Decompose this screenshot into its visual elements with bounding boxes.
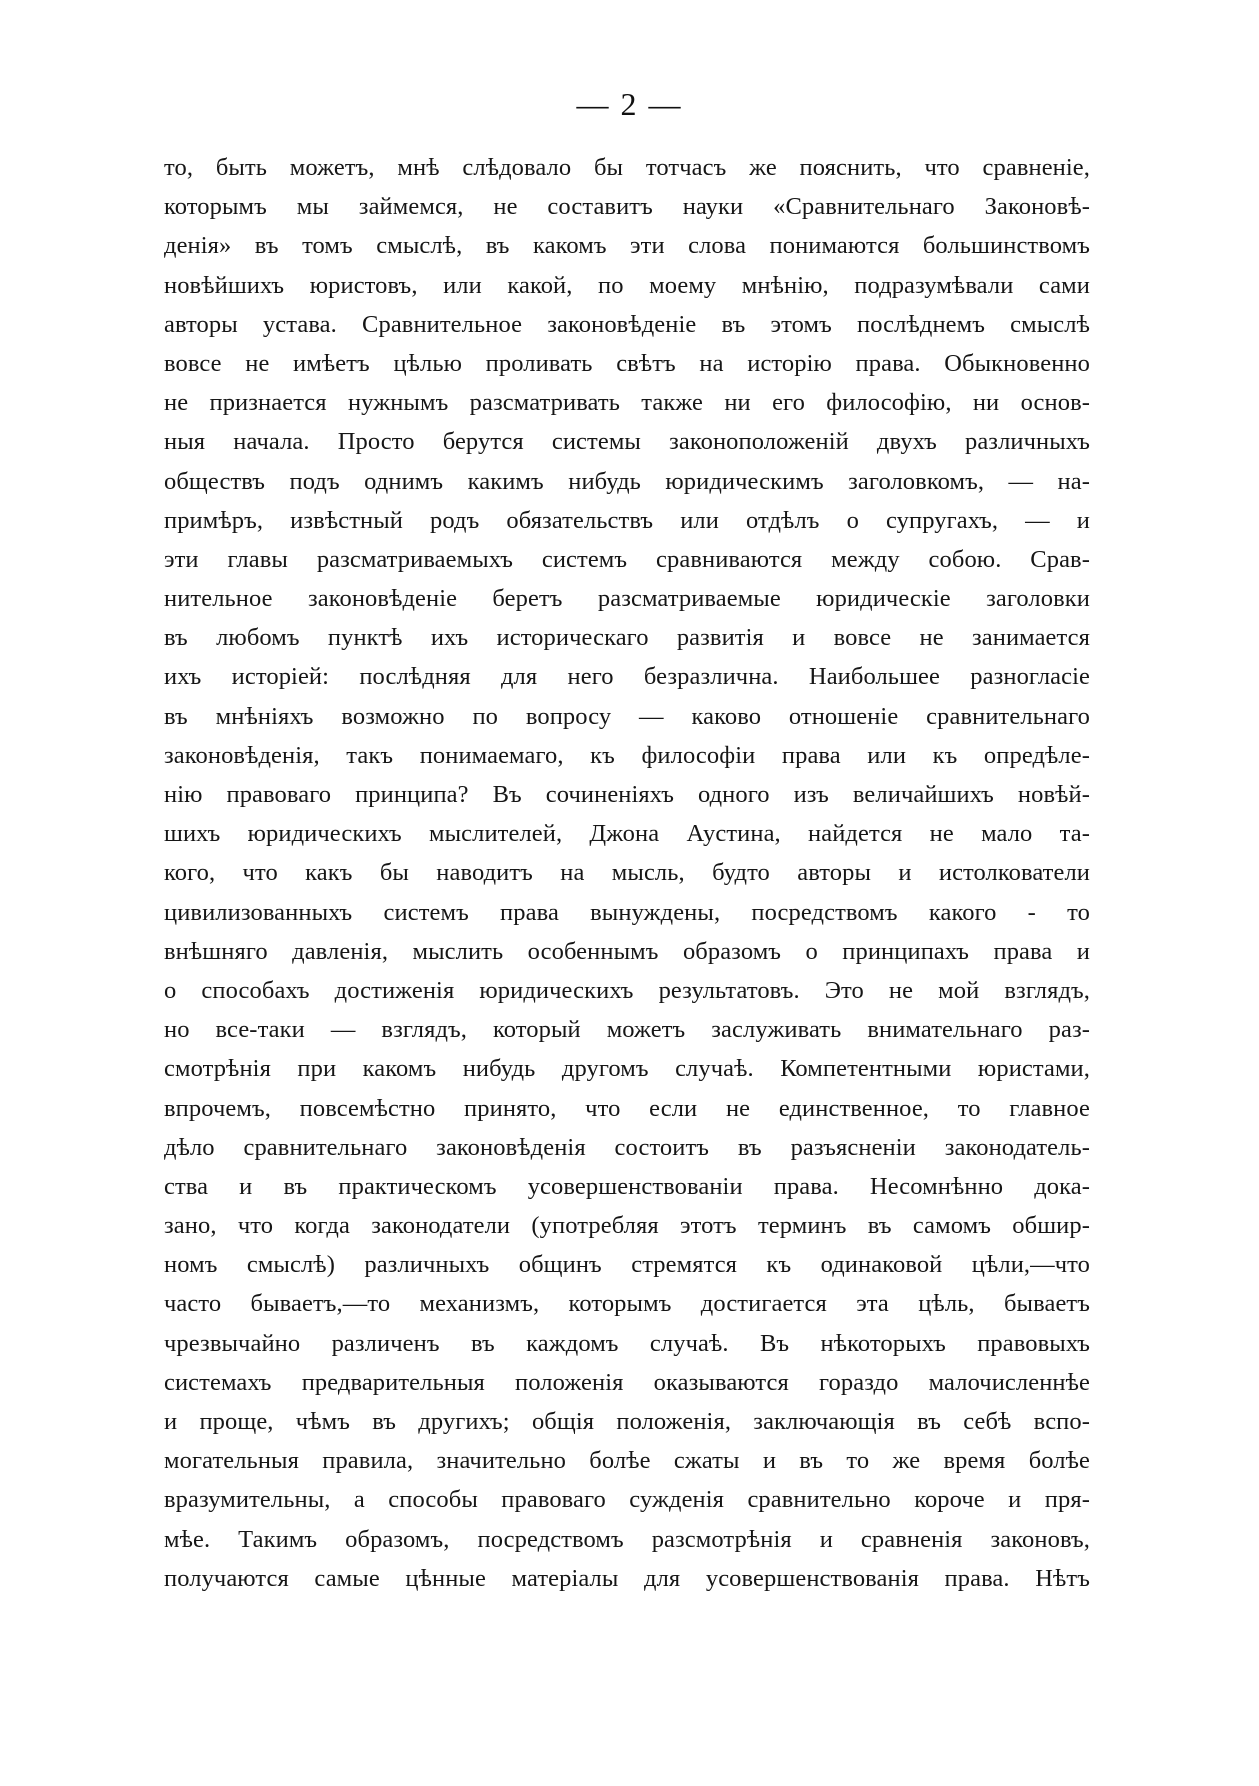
text-line: номъ смыслѣ) различныхъ общинъ стремятся къ одинаковой цѣли,—что xyxy=(164,1251,1090,1279)
text-line: системахъ предварительныя положенія оказываются гораздо малочисленнѣе xyxy=(164,1368,1090,1396)
text-line: авторы устава. Сравнительное законовѣденіе въ этомъ послѣднемъ смыслѣ xyxy=(164,310,1090,338)
text-line: часто бываетъ,—то механизмъ, которымъ достигается эта цѣль, бываетъ xyxy=(164,1290,1090,1318)
text-line: впрочемъ, повсемѣстно принято, что если не единственное, то главное xyxy=(164,1094,1090,1122)
text-line: смотрѣнія при какомъ нибудь другомъ случаѣ. Компетентными юристами, xyxy=(164,1055,1090,1083)
text-line: кого, что какъ бы наводитъ на мысль, будто авторы и истолкователи xyxy=(164,859,1090,887)
page-number: — 2 — xyxy=(576,86,683,122)
text-line: вразумительны, а способы правоваго сужденія сравнительно короче и пря- xyxy=(164,1486,1090,1514)
text-line: ства и въ практическомъ усовершенствованіи права. Несомнѣнно дока- xyxy=(164,1172,1090,1200)
body-text xyxy=(164,148,1090,1598)
text-line: чрезвычайно различенъ въ каждомъ случаѣ. Въ нѣкоторыхъ правовыхъ xyxy=(164,1329,1090,1357)
text-line: въ мнѣніяхъ возможно по вопросу — каково отношеніе сравнительнаго xyxy=(164,702,1090,730)
text-line: ихъ исторіей: послѣдняя для него безразлична. Наибольшее разногласіе xyxy=(164,663,1090,691)
text-line: обществъ подъ однимъ какимъ нибудь юридическимъ заголовкомъ, — на- xyxy=(164,467,1090,495)
text-line: цивилизованныхъ системъ права вынуждены, посредствомъ какого - то xyxy=(164,898,1090,926)
text-line: мѣе. Такимъ образомъ, посредствомъ разсмотрѣнія и сравненія законовъ, xyxy=(164,1525,1090,1553)
text-line: но все-таки — взглядъ, который можетъ заслуживать внимательнаго раз- xyxy=(164,1016,1090,1044)
text-line: могательныя правила, значительно болѣе сжаты и въ то же время болѣе xyxy=(164,1447,1090,1475)
text-line: ныя начала. Просто берутся системы законоположеній двухъ различныхъ xyxy=(164,428,1090,456)
text-line: нительное законовѣденіе беретъ разсматриваемые юридическіе заголовки xyxy=(164,585,1090,613)
text-line: эти главы разсматриваемыхъ системъ сравниваются между собою. Срав- xyxy=(164,545,1090,573)
text-line: нію правоваго принципа? Въ сочиненіяхъ одного изъ величайшихъ новѣй- xyxy=(164,781,1090,808)
text-line: денія» въ томъ смыслѣ, въ какомъ эти слова понимаются большинствомъ xyxy=(164,232,1090,260)
text-line: въ любомъ пунктѣ ихъ историческаго развитія и вовсе не занимается xyxy=(164,624,1090,652)
text-line: примѣръ, извѣстный родъ обязательствъ или отдѣлъ о супругахъ, — и xyxy=(164,506,1090,534)
text-line: не признается нужнымъ разсматривать также ни его философію, ни основ- xyxy=(164,389,1090,417)
text-line: то, быть можетъ, мнѣ слѣдовало бы тотчасъ же пояснить, что сравненіе, xyxy=(164,154,1090,181)
text-line: дѣло сравнительнаго законовѣденія состоитъ въ разъясненіи законодатель- xyxy=(164,1133,1090,1161)
text-line: вовсе не имѣетъ цѣлью проливать свѣтъ на исторію права. Обыкновенно xyxy=(164,349,1090,377)
text-line: законовѣденія, такъ понимаемаго, къ философіи права или къ опредѣле- xyxy=(164,741,1090,769)
text-line: новѣйшихъ юристовъ, или какой, по моему мнѣнію, подразумѣвали сами xyxy=(164,271,1090,299)
text-line: о способахъ достиженія юридическихъ результатовъ. Это не мой взглядъ, xyxy=(164,976,1090,1004)
text-line: получаются самые цѣнные матеріалы для усовершенствованія права. Нѣтъ xyxy=(164,1564,1090,1592)
text-line: и проще, чѣмъ въ другихъ; общія положенія, заключающія въ себѣ вспо- xyxy=(164,1408,1090,1435)
text-line: внѣшняго давленія, мыслить особеннымъ образомъ о принципахъ права и xyxy=(164,937,1090,965)
text-line: шихъ юридическихъ мыслителей, Джона Аустина, найдется не мало та- xyxy=(164,820,1090,848)
text-line: зано, что когда законодатели (употребляя этотъ терминъ въ самомъ обшир- xyxy=(164,1212,1090,1240)
text-line: которымъ мы займемся, не составитъ науки «Сравнительнаго Законовѣ- xyxy=(164,193,1090,221)
